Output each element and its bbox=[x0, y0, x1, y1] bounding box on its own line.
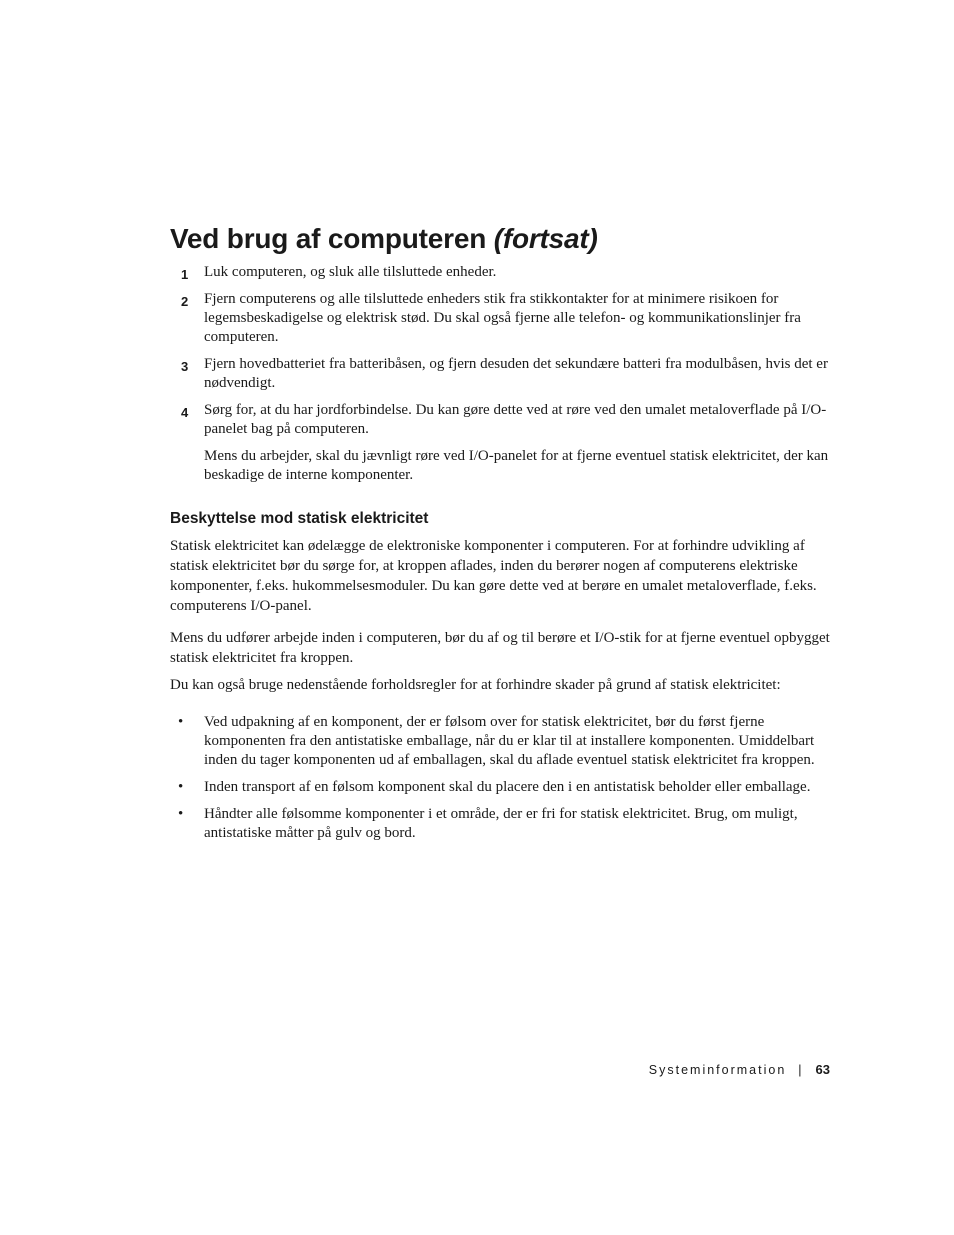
page-title bbox=[170, 222, 830, 256]
footer-divider: | bbox=[798, 1063, 802, 1077]
step-text: Fjern hovedbatteriet fra batteribåsen, og fjern desuden det sekundære batteri fra modulbåsen, hvis det er nødvendigt. bbox=[204, 356, 828, 391]
step-number: 4 bbox=[181, 405, 189, 420]
step-number: 1 bbox=[181, 267, 189, 282]
step-text: Luk computeren, og sluk alle tilsluttede enheder. bbox=[204, 264, 497, 280]
bullet-icon: • bbox=[178, 806, 184, 822]
page-title-main: Ved brug af computeren bbox=[170, 223, 487, 254]
footer-section-name: Systeminformation bbox=[648, 1063, 787, 1077]
bullet-icon: • bbox=[178, 779, 184, 795]
bullet-icon: • bbox=[178, 714, 184, 730]
procedure-steps bbox=[170, 263, 830, 493]
procedure-step bbox=[170, 263, 830, 282]
section-body bbox=[170, 536, 830, 851]
precaution-list bbox=[170, 713, 830, 843]
section-paragraph: Du kan også bruge nedenstående forholdsregler for at forhindre skader på grund af statisk elektricitet: bbox=[170, 677, 781, 693]
section-heading: Beskyttelse mod statisk elektricitet bbox=[170, 510, 429, 527]
precaution-text: Håndter alle følsomme komponenter i et område, der er fri for statisk elektricitet. Brug, om muligt, antistatiske måtter på gulv og bord. bbox=[204, 806, 798, 841]
precaution-item bbox=[170, 713, 830, 770]
section-paragraph: Statisk elektricitet kan ødelægge de elektroniske komponenter i computeren. For at forhindre udvikling af statisk elektricitet bør du sørge for, at kroppen aflades, inden du berører nogen af computerens elektriske komponenter, f.eks. hukommelsesmoduler. Du kan gøre dette ved at berøre en umalet metaloverflade, f.eks. computerens I/O-panel. bbox=[170, 538, 817, 614]
precaution-item bbox=[170, 805, 830, 843]
precaution-text: Inden transport af en følsom komponent skal du placere den i en antistatisk beholder eller emballage. bbox=[204, 779, 811, 795]
step-text: Fjern computerens og alle tilsluttede enheders stik fra stikkontakter for at minimere risikoen for legemsbeskadigelse og elektrisk stød. Du skal også fjerne alle telefon- og kommunikationslinjer fra computeren. bbox=[204, 291, 801, 345]
precaution-text: Ved udpakning af en komponent, der er følsom over for statisk elektricitet, bør du først fjerne komponenten fra den antistatiske emballage, når du er klar til at installere komponenten. Umiddelbart inden du tager komponenten ud af emballagen, skal du aflade eventuel statisk elektricitet fra kroppen. bbox=[204, 714, 815, 768]
procedure-step bbox=[170, 290, 830, 347]
page-title-continued: (fortsat) bbox=[493, 223, 598, 254]
procedure-step bbox=[170, 401, 830, 485]
section-paragraph: Mens du udfører arbejde inden i computeren, bør du af og til berøre et I/O-stik for at fjerne eventuel opbygget statisk elektricitet fra kroppen. bbox=[170, 630, 830, 666]
page-footer bbox=[649, 1061, 830, 1079]
page-number: 63 bbox=[815, 1062, 830, 1077]
precaution-item bbox=[170, 778, 830, 797]
procedure-step bbox=[170, 355, 830, 393]
step-number: 2 bbox=[181, 294, 189, 309]
step-text: Sørg for, at du har jordforbindelse. Du kan gøre dette ved at røre ved den umalet metaloverflade på I/O-panelet bag på computeren. bbox=[204, 402, 827, 437]
step-followup-text: Mens du arbejder, skal du jævnligt røre ved I/O-panelet for at fjerne eventuel statisk elektricitet, der kan beskadige de interne komponenter. bbox=[204, 448, 829, 483]
step-number: 3 bbox=[181, 359, 189, 374]
